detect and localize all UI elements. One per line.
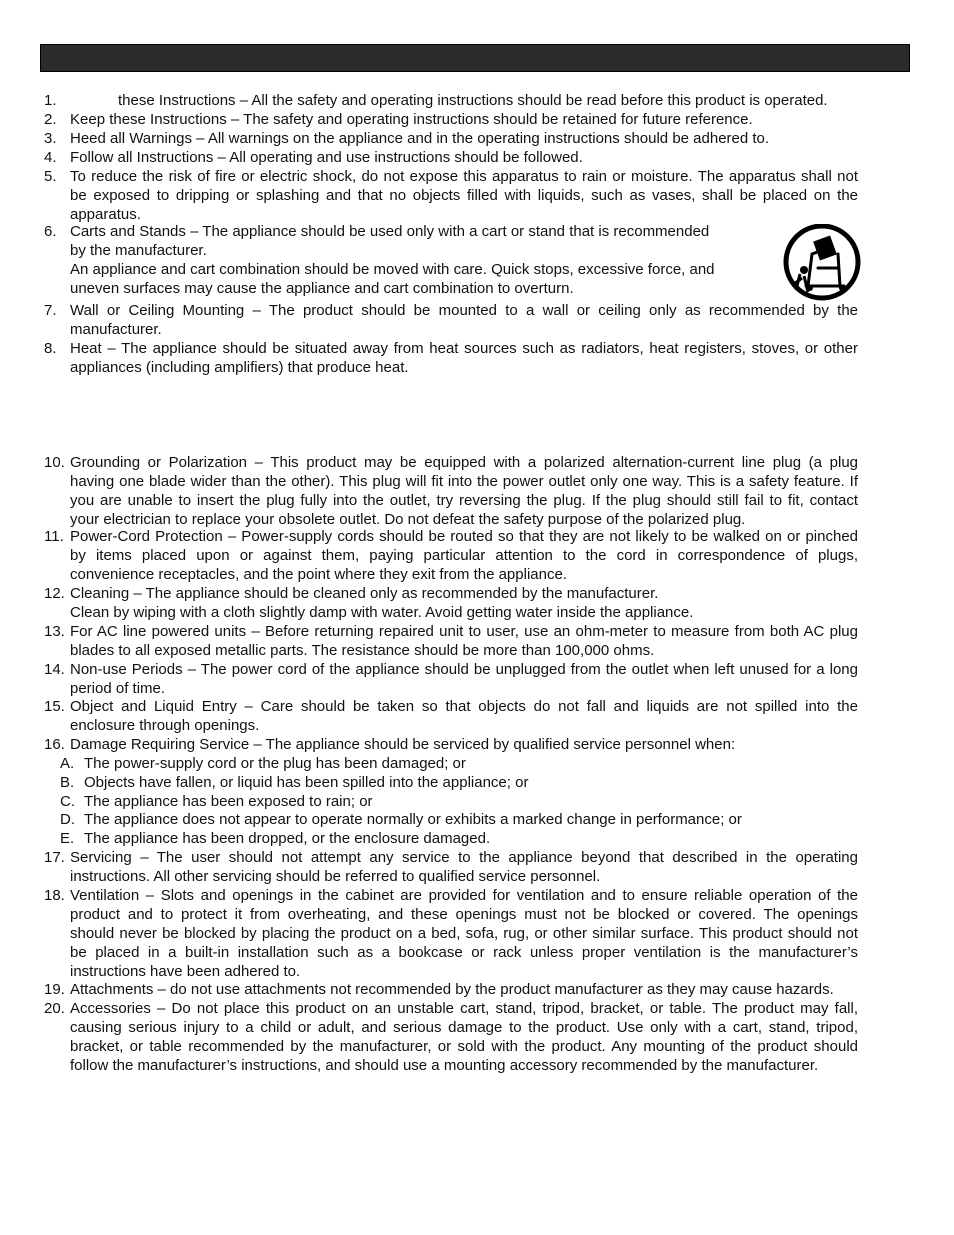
item-text bbox=[70, 453, 858, 529]
item-text-line: these Instructions – All the safety and operating instructions should be read before this product is operated. bbox=[118, 92, 828, 109]
sub-item-text: Objects have fallen, or liquid has been spilled into the appliance; or bbox=[84, 774, 529, 791]
item-text-line: An appliance and cart combination should be moved with care. Quick stops, excessive force, and bbox=[70, 261, 715, 278]
item-number: 12. bbox=[44, 585, 65, 602]
item-number: 18. bbox=[44, 887, 65, 904]
sub-item-text: The power-supply cord or the plug has been damaged; or bbox=[84, 755, 466, 772]
item-text bbox=[118, 91, 858, 110]
item-text bbox=[70, 848, 858, 886]
item-text-line: causing serious injury to a child or adult, and serious damage to the product. Use only with a cart, stand, tripod, bbox=[70, 1019, 858, 1036]
sub-item-text: The appliance does not appear to operate normally or exhibits a marked change in performance; or bbox=[84, 811, 742, 828]
item-text-line: your electrician to replace your obsolete outlet. Do not defeat the safety purpose of the polarized plug. bbox=[70, 511, 746, 528]
item-text-line: Servicing – The user should not attempt any service to the appliance beyond that described in the operating bbox=[70, 849, 858, 866]
item-number: 3. bbox=[44, 130, 57, 147]
item-text-line: Cleaning – The appliance should be cleaned only as recommended by the manufacturer. bbox=[70, 585, 659, 602]
item-text bbox=[70, 999, 858, 1075]
item-text-line: instructions. All other servicing should be referred to qualified service personnel. bbox=[70, 868, 601, 885]
item-text bbox=[70, 110, 858, 129]
item-text-line: Follow all Instructions – All operating and use instructions should be followed. bbox=[70, 149, 583, 166]
item-text-line: apparatus. bbox=[70, 206, 141, 223]
item-text-line: Non-use Periods – The power cord of the appliance should be unplugged from the outlet when left unused for a long bbox=[70, 661, 858, 678]
item-number: 15. bbox=[44, 698, 65, 715]
item-text-line: by the manufacturer. bbox=[70, 242, 207, 259]
item-text-line: Heed all Warnings – All warnings on the appliance and in the operating instructions should be adhered to. bbox=[70, 130, 770, 147]
item-text-line: Keep these Instructions – The safety and operating instructions should be retained for future reference. bbox=[70, 111, 753, 128]
sub-item-letter: C. bbox=[60, 793, 75, 810]
item-number: 10. bbox=[44, 454, 65, 471]
item-text-line: Clean by wiping with a cloth slightly damp with water. Avoid getting water inside the appliance. bbox=[70, 604, 694, 621]
sub-item-letter: E. bbox=[60, 830, 75, 847]
item-text-line: having one blade wider than the other). This plug will fit into the power outlet only one way. This is a safety feature. If bbox=[70, 473, 858, 490]
item-text-line: Wall or Ceiling Mounting – The product should be mounted to a wall or ceiling only as recommended by the bbox=[70, 302, 858, 319]
item-text bbox=[70, 129, 858, 148]
item-text-line: be exposed to dripping or splashing and that no objects filled with liquids, such as vases, shall be placed on the bbox=[70, 187, 858, 204]
sub-item-letter: D. bbox=[60, 811, 75, 828]
item-text bbox=[70, 980, 858, 999]
item-text-line: uneven surfaces may cause the appliance and cart combination to overturn. bbox=[70, 280, 574, 297]
item-text bbox=[70, 886, 858, 981]
item-number: 6. bbox=[44, 223, 57, 240]
sub-item-text: The appliance has been exposed to rain; or bbox=[84, 793, 373, 810]
item-text bbox=[70, 167, 858, 224]
item-text-line: appliances (including amplifiers) that produce heat. bbox=[70, 359, 409, 376]
item-text-line: should never be blocked by placing the product on a bed, sofa, rug, or other similar surface. This product should not bbox=[70, 925, 858, 942]
section-header-bar bbox=[40, 44, 910, 72]
item-text bbox=[70, 148, 858, 167]
item-number: 5. bbox=[44, 168, 57, 185]
item-text-line: manufacturer. bbox=[70, 321, 162, 338]
item-number: 16. bbox=[44, 736, 65, 753]
item-text-line: product and to protect it from overheating, and these openings must not be blocked or covered. The openings bbox=[70, 906, 858, 923]
sub-item-letter: A. bbox=[60, 755, 75, 772]
sub-item-letter: B. bbox=[60, 774, 75, 791]
item-text bbox=[70, 527, 858, 584]
item-text bbox=[70, 222, 730, 298]
item-text-line: Attachments – do not use attachments not recommended by the product manufacturer as they may cause hazards. bbox=[70, 981, 834, 998]
item-number: 1. bbox=[44, 92, 57, 109]
item-number: 14. bbox=[44, 661, 65, 678]
item-number: 17. bbox=[44, 849, 65, 866]
item-number: 2. bbox=[44, 111, 57, 128]
item-text-line: Power-Cord Protection – Power-supply cords should be routed so that they are not likely to be walked on or pinched bbox=[70, 528, 858, 545]
item-number: 8. bbox=[44, 340, 57, 357]
item-text bbox=[70, 584, 858, 622]
item-text bbox=[70, 339, 858, 377]
item-text-line: convenience receptacles, and the point where they exit from the appliance. bbox=[70, 566, 567, 583]
item-text bbox=[70, 697, 858, 735]
item-text-line: blades to all exposed metallic parts. The resistance should be more than 100,000 ohms. bbox=[70, 642, 655, 659]
item-number: 7. bbox=[44, 302, 57, 319]
item-number: 19. bbox=[44, 981, 65, 998]
item-text-line: bracket, or table recommended by the manufacturer, or sold with the product. Any mounting of the product should bbox=[70, 1038, 858, 1055]
item-text bbox=[70, 660, 858, 698]
item-number: 11. bbox=[44, 528, 64, 545]
item-text-line: Accessories – Do not place this product on an unstable cart, stand, tripod, bracket, or table. The product may fall, bbox=[70, 1000, 858, 1017]
item-text-line: follow the manufacturer’s instructions, and should use a mounting accessory recommended by the manufacturer. bbox=[70, 1057, 819, 1074]
item-text-line: Damage Requiring Service – The appliance should be serviced by qualified service personnel when: bbox=[70, 736, 736, 753]
item-text bbox=[70, 301, 858, 339]
sub-item-text: The appliance has been dropped, or the enclosure damaged. bbox=[84, 830, 491, 847]
item-text-line: Heat – The appliance should be situated away from heat sources such as radiators, heat registers, stoves, or other bbox=[70, 340, 858, 357]
item-text-line: Grounding or Polarization – This product may be equipped with a polarized alternation-current line plug (a plug bbox=[70, 454, 858, 471]
item-number: 20. bbox=[44, 1000, 65, 1017]
item-text bbox=[70, 622, 858, 660]
item-text-line: you are unable to insert the plug fully into the outlet, try reversing the plug. If the plug should still fail to fit, contact bbox=[70, 492, 858, 509]
item-text-line: be placed in a built-in installation such as a bookcase or rack unless proper ventilation is the manufacturer’s bbox=[70, 944, 858, 961]
item-text-line: Carts and Stands – The appliance should be used only with a cart or stand that is recommended bbox=[70, 223, 710, 240]
item-text-line: To reduce the risk of fire or electric shock, do not expose this apparatus to rain or moisture. The apparatus shall not bbox=[70, 168, 858, 185]
item-text-line: by items placed upon or against them, paying particular attention to the cord in correspondence of plugs, bbox=[70, 547, 858, 564]
item-text-line: Object and Liquid Entry – Care should be taken so that objects do not fall and liquids are not spilled into the bbox=[70, 698, 858, 715]
item-text-line: instructions have been adhered to. bbox=[70, 963, 301, 980]
item-number: 13. bbox=[44, 623, 65, 640]
cart-tipover-warning-icon bbox=[782, 224, 866, 304]
item-text-line: period of time. bbox=[70, 680, 166, 697]
item-text-line: Ventilation – Slots and openings in the cabinet are provided for ventilation and to ensure reliable operation of the bbox=[70, 887, 858, 904]
item-text bbox=[70, 735, 858, 754]
item-text-line: For AC line powered units – Before returning repaired unit to user, use an ohm-meter to measure from both AC plug bbox=[70, 623, 858, 640]
item-text-line: enclosure through openings. bbox=[70, 717, 260, 734]
item-number: 4. bbox=[44, 149, 57, 166]
